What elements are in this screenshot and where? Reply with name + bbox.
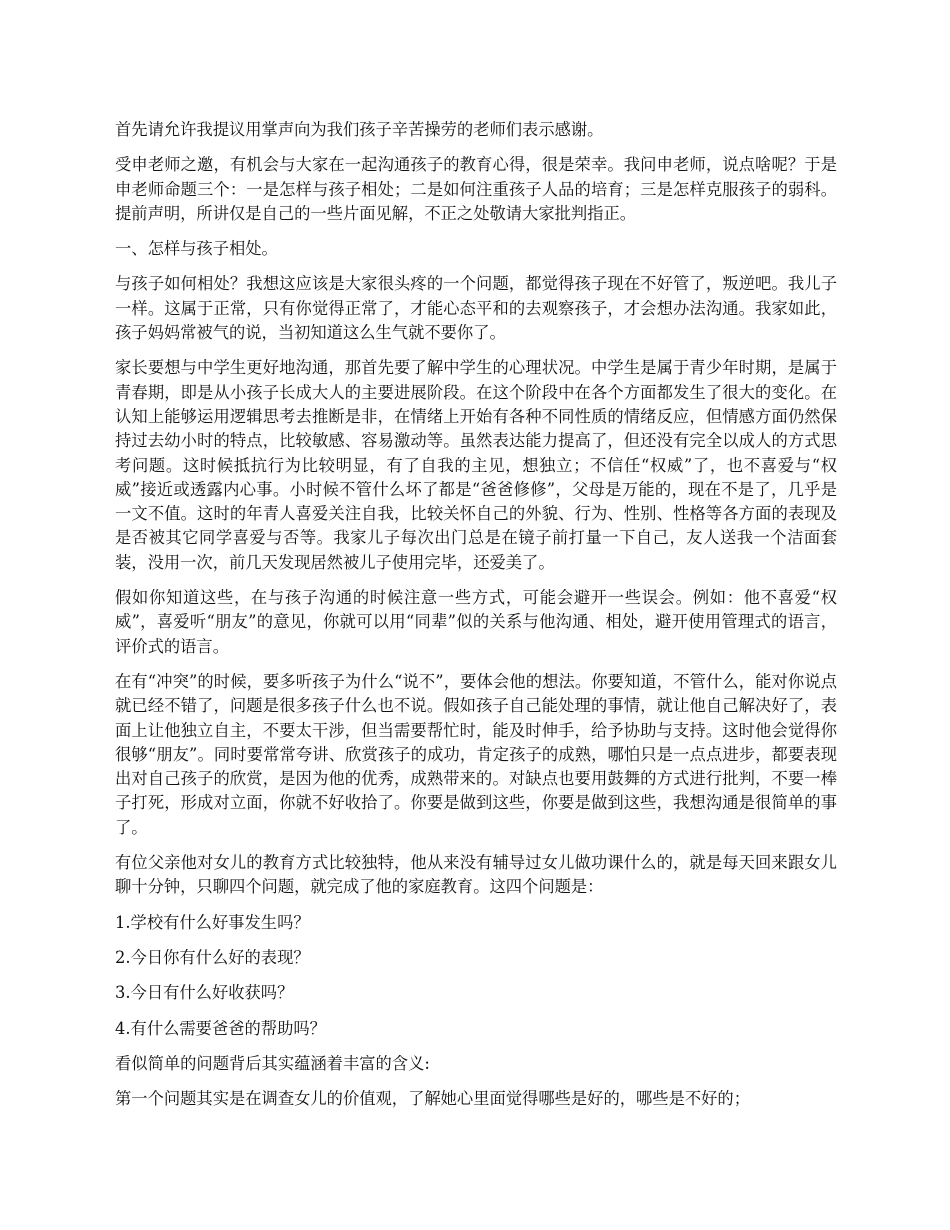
list-item-question-1: 1.学校有什么好事发生吗？ [115, 912, 310, 932]
paragraph-intro: 受申老师之邀，有机会与大家在一起沟通孩子的教育心得，很是荣幸。我问申老师，说点啥呢？于是申老师命题三个：一是怎样与孩子相处；二是如何注重孩子人品的培育；三是怎样克服孩子的弱科。提前声明，所讲仅是自己的一些片面见解，不正之处敬请大家批判指正。 [115, 155, 837, 223]
paragraph-father-example: 有位父亲他对女儿的教育方式比较独特，他从来没有辅导过女儿做功课什么的，就是每天回来跟女儿聊十分钟，只聊四个问题，就完成了他的家庭教育。这四个问题是： [115, 853, 837, 897]
paragraph-communication-methods: 假如你知道这些，在与孩子沟通的时候注意一些方式，可能会避开一些误会。例如：他不喜爱“权威”，喜爱听“朋友”的意见，你就可以用“同辈”似的关系与他沟通、相处，避开使用管理式的语言，评价式的语言。 [115, 588, 837, 656]
paragraph-conflict: 在有“冲突”的时候，要多听孩子为什么“说不”，要体会他的想法。你要知道，不管什么，能对你说点就已经不错了，问题是很多孩子什么也不说。假如孩子自己能处理的事情，就让他自己解决好了，表面上让他独立自主，不要太干涉，但当需要帮忙时，能及时伸手，给予协助与支持。这时他会觉得你很够“朋友”。同时要常常夸讲、欣赏孩子的成功，肯定孩子的成熟，哪怕只是一点点进步，都要表现出对自己孩子的欣赏，是因为他的优秀，成熟带来的。对缺点也要用鼓舞的方式进行批判，不要一棒子打死，形成对立面，你就不好收拾了。你要是做到这些，你要是做到这些，我想沟通是很简单的事了。 [115, 671, 837, 837]
section-heading: 一、怎样与孩子相处。 [115, 239, 278, 259]
list-item-question-2: 2.今日你有什么好的表现？ [115, 947, 310, 967]
paragraph-first-question: 第一个问题其实是在调查女儿的价值观，了解她心里面觉得哪些是好的，哪些是不好的； [115, 1089, 750, 1109]
list-item-question-3: 3.今日有什么好收获吗？ [115, 983, 294, 1003]
paragraph-adolescent-psychology: 家长要想与中学生更好地沟通，那首先要了解中学生的心理状况。中学生是属于青少年时期，是属于青春期，即是从小孩子长成大人的主要进展阶段。在这个阶段中在各个方面都发生了很大的变化。在认知上能够运用逻辑思考去推断是非，在情绪上开始有各种不同性质的情绪反应，但情感方面仍然保持过去幼小时的特点，比较敏感、容易激动等。虽然表达能力提高了，但还没有完全以成人的方式思考问题。这时候抵抗行为比较明显，有了自我的主见，想独立；不信任“权威”了，也不喜爱与“权威”接近或透露内心事。小时候不管什么坏了都是“爸爸修修”，父母是万能的，现在不是了，几乎是一文不值。这时的年青人喜爱关注自我，比较关怀自己的外貌、行为、性别、性格等各方面的表现及是否被其它同学喜爱与否等。我家儿子每次出门总是在镜子前打量一下自己，友人送我一个洁面套装，没用一次，前几天发现居然被儿子使用完毕，还爱美了。 [115, 358, 837, 572]
paragraph-how-to-get-along: 与孩子如何相处？我想这应该是大家很头疼的一个问题，都觉得孩子现在不好管了，叛逆吧。我儿子一样。这属于正常，只有你觉得正常了，才能心态平和的去观察孩子，才会想办法沟通。我家如此，孩子妈妈常被气的说，当初知道这么生气就不要你了。 [115, 274, 837, 343]
list-item-question-4: 4.有什么需要爸爸的帮助吗？ [115, 1018, 326, 1038]
paragraph-thanks: 首先请允许我提议用掌声向为我们孩子辛苦操劳的老师们表示感谢。 [115, 120, 604, 139]
paragraph-meaning-intro: 看似简单的问题背后其实蕴涵着丰富的含义: [115, 1053, 430, 1073]
document-body [115, 118, 837, 1122]
